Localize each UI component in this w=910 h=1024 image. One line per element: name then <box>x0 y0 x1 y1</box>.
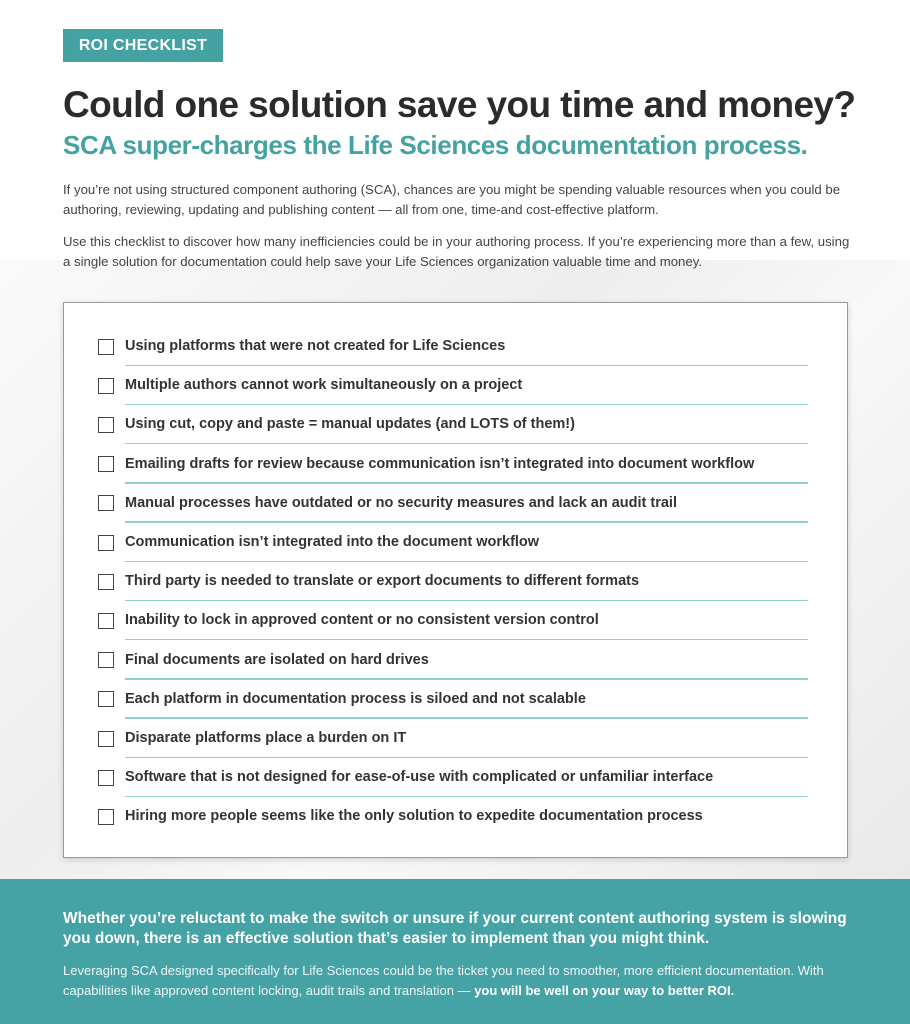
footer-banner <box>0 879 910 1024</box>
checklist-item[interactable] <box>98 641 808 680</box>
page-subtitle: SCA super-charges the Life Sciences documentation process. <box>63 130 808 160</box>
checkbox[interactable] <box>98 456 114 472</box>
checklist-item-label: Manual processes have outdated or no security measures and lack an audit trail <box>125 484 808 523</box>
checkbox[interactable] <box>98 770 114 786</box>
checkbox[interactable] <box>98 731 114 747</box>
checklist-item[interactable] <box>98 327 808 366</box>
checklist-card <box>63 302 848 858</box>
checkbox[interactable] <box>98 613 114 629</box>
checklist-item[interactable] <box>98 680 808 719</box>
checklist-item-label: Using platforms that were not created for Life Sciences <box>125 327 808 366</box>
checklist-item-label: Inability to lock in approved content or no consistent version control <box>125 601 808 640</box>
checklist-item-label: Hiring more people seems like the only solution to expedite documentation process <box>125 808 703 825</box>
checklist-item[interactable] <box>98 405 808 444</box>
checklist-item[interactable] <box>98 758 808 797</box>
checklist-item-label: Disparate platforms place a burden on IT <box>125 719 808 758</box>
page-title: Could one solution save you time and money? <box>63 84 856 125</box>
checkbox[interactable] <box>98 339 114 355</box>
footer-headline: Whether you’re reluctant to make the switch or unsure if your current content authoring system is slowing you down, there is an effective solution that’s easier to implement than you might think. <box>63 910 847 947</box>
checkbox[interactable] <box>98 535 114 551</box>
checklist-item-label: Third party is needed to translate or export documents to different formats <box>125 562 808 601</box>
checkbox[interactable] <box>98 652 114 668</box>
checklist-item-label: Final documents are isolated on hard drives <box>125 641 808 680</box>
checklist-item-label: Using cut, copy and paste = manual updates (and LOTS of them!) <box>125 405 808 444</box>
checklist-item-label: Emailing drafts for review because communication isn’t integrated into document workflow <box>125 445 808 484</box>
checkbox[interactable] <box>98 809 114 825</box>
roi-checklist-badge: ROI CHECKLIST <box>63 29 223 62</box>
checklist-item-label: Multiple authors cannot work simultaneously on a project <box>125 366 808 405</box>
checklist-item-label: Software that is not designed for ease-of-use with complicated or unfamiliar interface <box>125 758 808 797</box>
checklist-item[interactable] <box>98 523 808 562</box>
checklist-item[interactable] <box>98 484 808 523</box>
checkbox[interactable] <box>98 378 114 394</box>
footer-body-bold: you will be well on your way to better ROI. <box>474 983 735 998</box>
intro-paragraph-1: If you’re not using structured component authoring (SCA), chances are you might be spending valuable resources when you could be authoring, reviewing, updating and publishing content — all from one, time-and cost-effective platform. <box>63 182 841 217</box>
intro-paragraph-2: Use this checklist to discover how many inefficiencies could be in your authoring process. If you’re experiencing more than a few, using a single solution for documentation could help save your Life Sciences organization valuable time and money. <box>63 234 850 269</box>
checklist-item[interactable] <box>98 797 808 836</box>
checklist-item[interactable] <box>98 719 808 758</box>
checklist-item[interactable] <box>98 366 808 405</box>
checklist-item[interactable] <box>98 562 808 601</box>
checklist-item-label: Each platform in documentation process is siloed and not scalable <box>125 680 808 719</box>
checkbox[interactable] <box>98 691 114 707</box>
checkbox[interactable] <box>98 574 114 590</box>
checkbox[interactable] <box>98 495 114 511</box>
footer-body <box>63 961 863 1001</box>
footer-body-text: Leveraging SCA designed specifically for Life Sciences could be the ticket you need to smoother, more efficient documentation. With capabilities like approved content locking, audit trails and translation — <box>63 963 824 998</box>
checkbox[interactable] <box>98 417 114 433</box>
checklist-item[interactable] <box>98 445 808 484</box>
checklist-item-label: Communication isn’t integrated into the document workflow <box>125 523 808 562</box>
checklist-item[interactable] <box>98 601 808 640</box>
